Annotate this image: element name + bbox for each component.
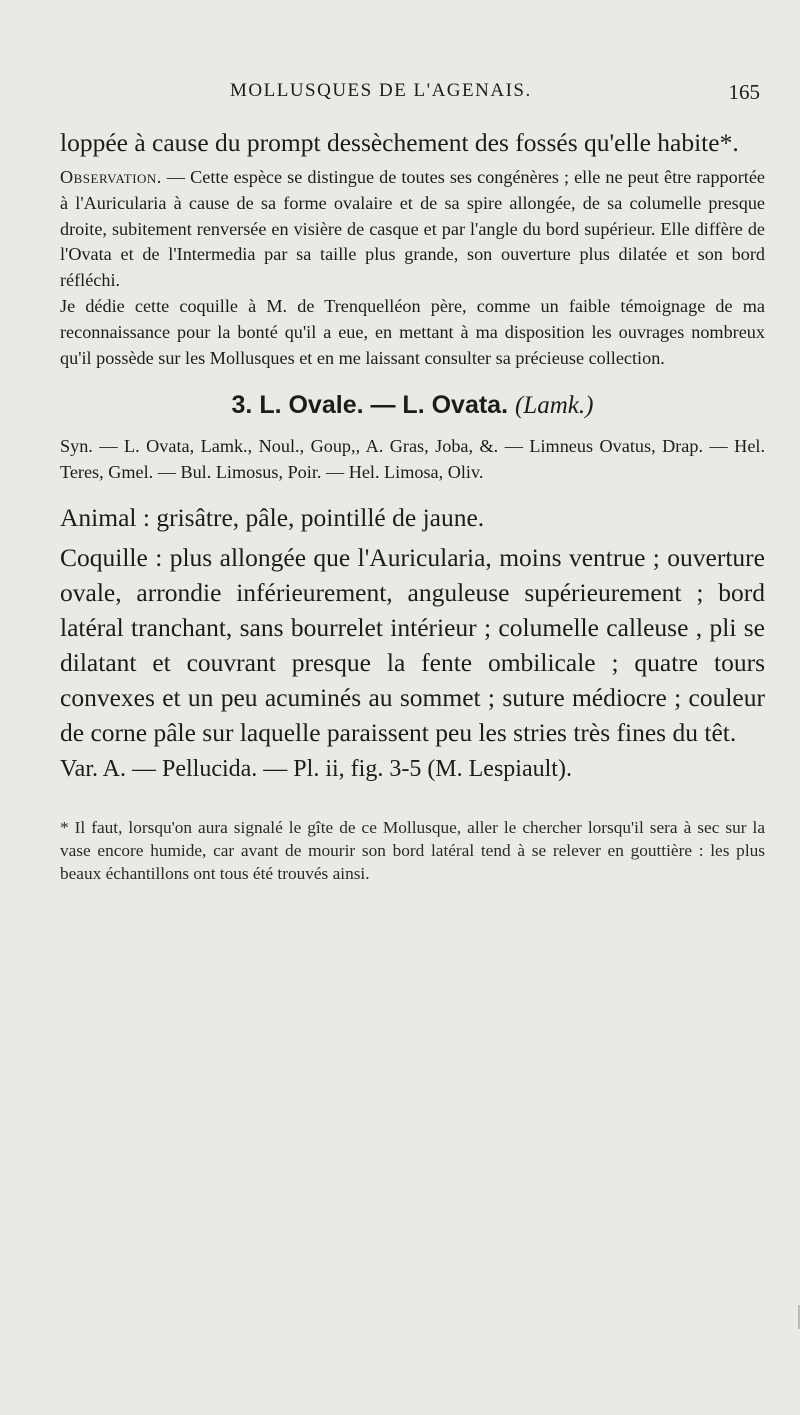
synonymy-paragraph: Syn. — L. Ovata, Lamk., Noul., Goup,, A. Gras, Joba, &. — Limneus Ovatus, Drap. — Hel. Teres, Gmel. — Bul. Limosus, Poir. — Hel. Limosa, Oliv.: [60, 436, 765, 483]
page-body: [60, 125, 765, 885]
species-author: (Lamk.): [514, 392, 594, 420]
observation-text: — Cette espèce se distingue de toutes ses congénères ; elle ne peut être rapportée à l'Auricularia à cause de sa forme ovalaire et de sa spire allongée, de sa columelle presque droite, subitement renversée en visière de casque et par l'angle du bord supérieur. Elle diffère de l'Ovata et de l'Intermedia par sa taille plus grande, son ouverture plus dilatée et son bord réfléchi.: [60, 167, 765, 291]
species-heading: [60, 391, 765, 420]
variety-line: Var. A. — Pellucida. — Pl. ii, fig. 3-5 (M. Lespiault).: [60, 755, 572, 782]
shell-description: Coquille : plus allongée que l'Auricularia, moins ventrue ; ouverture ovale, arrondie inférieurement, anguleuse supérieurement ; bord latéral tranchant, sans bourrelet intérieur ; columelle calleuse , pli se dilatant et couvrant presque la fente ombilicale ; quatre tours convexes et un peu acuminés au sommet ; suture médiocre ; couleur de corne pâle sur laquelle paraissent peu les stries très fines du têt.: [60, 542, 765, 747]
page-header: [230, 80, 760, 110]
dedication-paragraph: Je dédie cette coquille à M. de Trenquelléon père, comme un faible témoignage de ma reconnaissance pour la bonté qu'il a eue, en mettant à ma disposition les ouvrages nombreux qu'il possède sur les Mollusques et en me laissant consulter sa précieuse collection.: [60, 295, 765, 368]
running-title: MOLLUSQUES DE L'AGENAIS.: [230, 80, 532, 101]
continued-paragraph: loppée à cause du prompt dessèchement des fossés qu'elle habite*.: [60, 128, 739, 157]
footnote: * Il faut, lorsqu'on aura signalé le gîte de ce Mollusque, aller le chercher lorsqu'il sera à sec sur la vase encore humide, car avant de mourir son bord latéral tend à se relever en gouttière : les plus beaux échantillons ont tous été trouvés ainsi.: [60, 817, 765, 883]
observation-label: Observation.: [60, 167, 162, 187]
animal-description: Animal : grisâtre, pâle, pointillé de jaune.: [60, 502, 485, 532]
observation-paragraph: [60, 165, 765, 294]
page-number: 165: [728, 80, 760, 104]
species-title: 3. L. Ovale. — L. Ovata.: [231, 391, 509, 420]
